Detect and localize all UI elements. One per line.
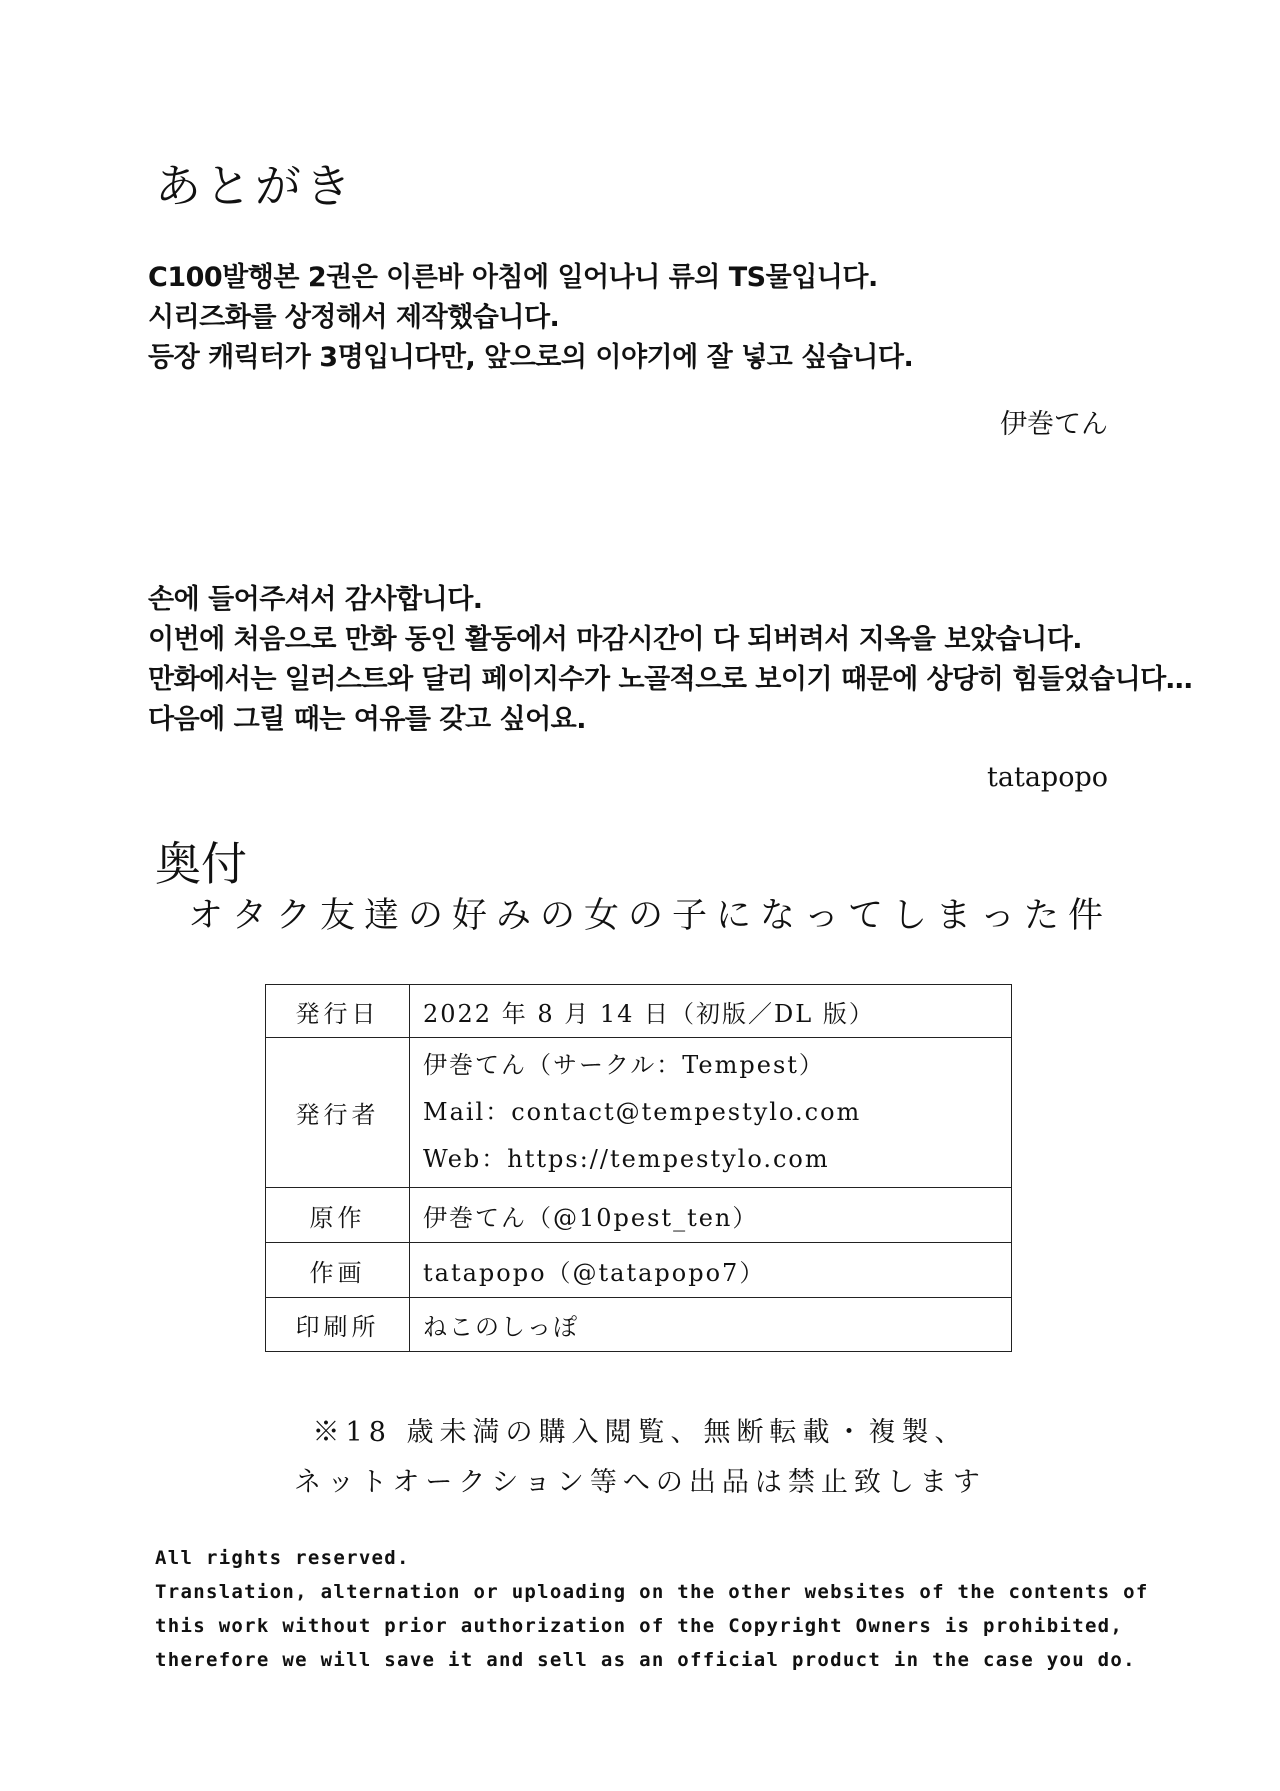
afterword-line: 손에 들어주셔서 감사합니다.	[148, 584, 483, 615]
table-row	[266, 1188, 1012, 1243]
rights-block	[155, 1541, 1149, 1677]
rights-line: this work without prior authorization of the Copyright Owners is prohibited,	[155, 1615, 1124, 1637]
row-value-publish-date: 2022 年 8 月 14 日（初版／DL 版）	[410, 985, 1012, 1038]
afterword-line: 등장 캐릭터가 3명입니다만, 앞으로의 이야기에 잘 넣고 싶습니다.	[148, 342, 914, 373]
table-row	[266, 1298, 1012, 1352]
afterword-line: 시리즈화를 상정해서 제작했습니다.	[148, 302, 560, 333]
afterword-section-2	[148, 580, 1192, 740]
age-notice-line-2: ネットオークション等への出品は禁止致します	[294, 1467, 986, 1498]
afterword-section-1	[148, 258, 913, 378]
rights-line: Translation, alternation or uploading on the other websites of the contents of	[155, 1581, 1149, 1603]
rights-line: therefore we will save it and sell as an official product in the case you do.	[155, 1649, 1136, 1671]
row-label-printer: 印刷所	[266, 1298, 410, 1352]
row-label-original: 原作	[266, 1188, 410, 1243]
publisher-circle: 伊巻てん（サークル：Tempest）	[423, 1051, 825, 1079]
afterword-title: あとがき	[155, 159, 355, 213]
row-label-publisher: 発行者	[266, 1038, 410, 1188]
table-row	[266, 1038, 1012, 1188]
table-row	[266, 985, 1012, 1038]
age-notice-line-1: ※18 歳未満の購入閲覧、無断転載・複製、	[312, 1417, 968, 1448]
book-title: オタク友達の好みの女の子になってしまった件	[188, 896, 1113, 936]
afterword-line: C100발행본 2권은 이른바 아침에 일어나니 류의 TS물입니다.	[148, 262, 878, 293]
afterword-line: 만화에서는 일러스트와 달리 페이지수가 노골적으로 보이기 때문에 상당히 힘들었습니다…	[148, 664, 1193, 695]
row-value-artist: tatapopo（@tatapopo7）	[410, 1243, 1012, 1298]
publisher-web: Web：https://tempestylo.com	[423, 1145, 830, 1173]
colophon-table	[265, 984, 1012, 1352]
colophon-title: 奥付	[155, 837, 247, 891]
afterword-line: 이번에 처음으로 만화 동인 활동에서 마감시간이 다 되버려서 지옥을 보았습니다.	[148, 624, 1083, 655]
rights-line: All rights reserved.	[155, 1547, 410, 1569]
row-value-original: 伊巻てん（@10pest_ten）	[410, 1188, 1012, 1243]
row-value-printer: ねこのしっぽ	[410, 1298, 1012, 1352]
afterword-line: 다음에 그릴 때는 여유를 갖고 싶어요.	[148, 704, 586, 735]
row-label-artist: 作画	[266, 1243, 410, 1298]
afterword-signature-2: tatapopo	[987, 762, 1108, 793]
publisher-mail: Mail：contact@tempestylo.com	[423, 1098, 862, 1126]
row-value-publisher	[410, 1038, 1012, 1188]
afterword-signature-1: 伊巻てん	[1000, 409, 1108, 440]
table-row	[266, 1243, 1012, 1298]
row-label-publish-date: 発行日	[266, 985, 410, 1038]
